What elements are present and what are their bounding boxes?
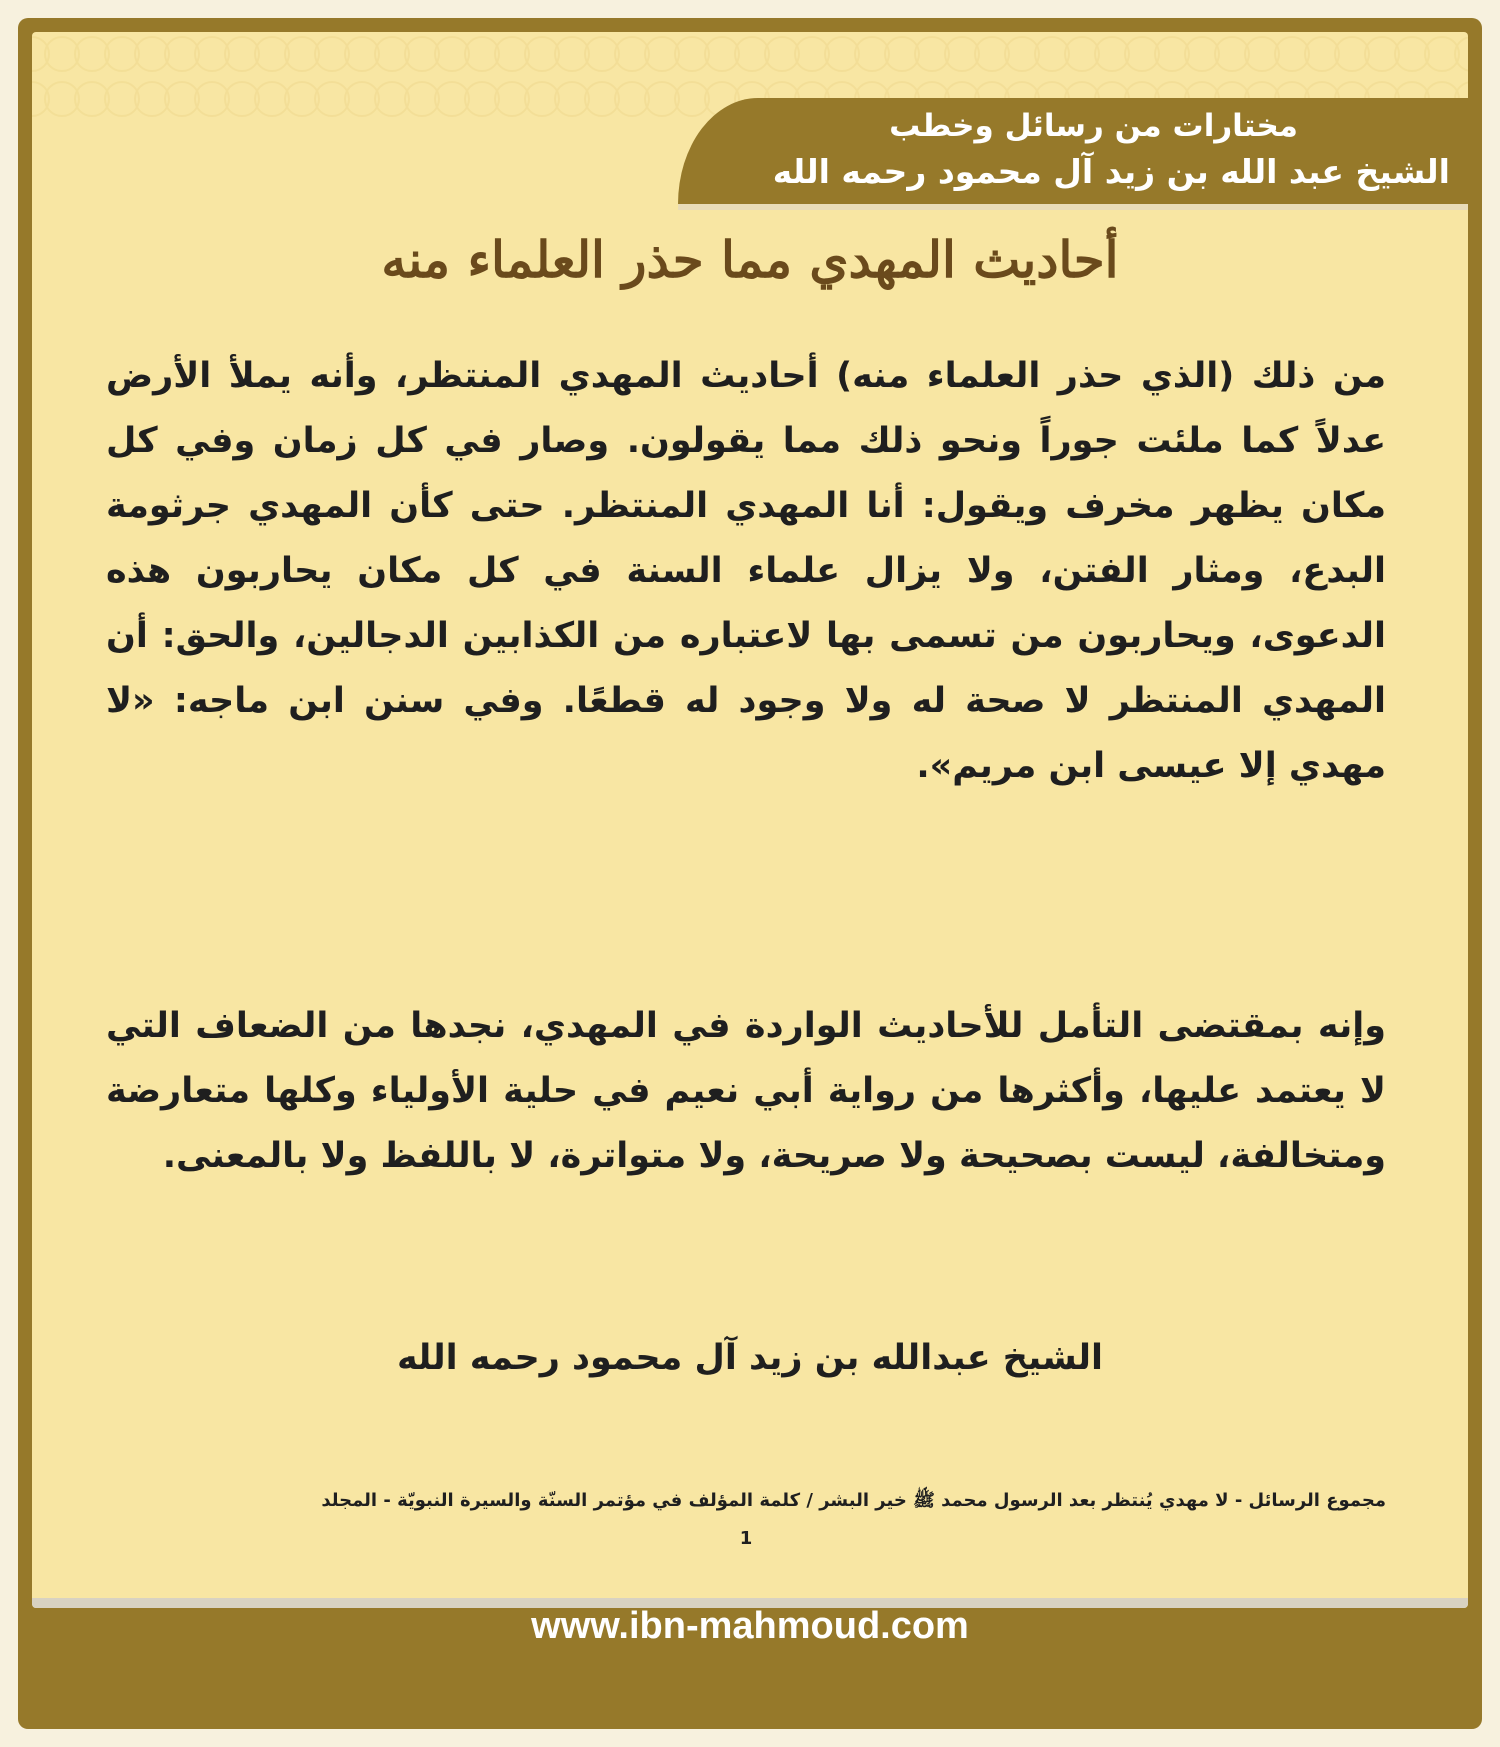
source-volume-number: 1 bbox=[739, 1528, 753, 1549]
source-citation bbox=[106, 1482, 1386, 1558]
article-paragraph-1: من ذلك (الذي حذر العلماء منه) أحاديث المهدي المنتظر، وأنه يملأ الأرض عدلاً كما ملئت جوراً ونحو ذلك مما يقولون. وصار في كل زمان وفي كل مكان يظهر مخرف ويقول: أنا المهدي المنتظر. حتى كأن المهدي جرثومة البدع، ومثار الفتن، ولا يزال علماء السنة في كل مكان يحاربون هذه الدعوى، ويحاربون من تسمى بها لاعتباره من الكذابين الدجالين، والحق: أن المهدي المنتظر لا صحة له ولا وجود له قطعًا. وفي سنن ابن ماجه: «لا مهدي إلا عيسى ابن مريم». bbox=[106, 356, 1386, 786]
content-panel bbox=[32, 32, 1468, 1608]
header-banner bbox=[678, 98, 1468, 204]
page-frame bbox=[18, 18, 1482, 1729]
article-title: أحاديث المهدي مما حذر العلماء منه bbox=[381, 230, 1119, 289]
source-citation-text: مجموع الرسائل - لا مهدي يُنتظر بعد الرسول محمد ﷺ خير البشر / كلمة المؤلف في مؤتمر السنّة والسيرة النبويّة - المجلد bbox=[321, 1490, 1386, 1511]
series-title: مختارات من رسائل وخطب bbox=[889, 108, 1298, 144]
website-url[interactable]: www.ibn-mahmoud.com bbox=[531, 1605, 969, 1647]
author-signature: الشيخ عبدالله بن زيد آل محمود رحمه الله bbox=[396, 1338, 1104, 1378]
article-paragraph-2: وإنه بمقتضى التأمل للأحاديث الواردة في المهدي، نجدها من الضعاف التي لا يعتمد عليها، وأكثرها من رواية أبي نعيم في حلية الأولياء وكلها متعارضة ومتخالفة، ليست بصحيحة ولا صريحة، ولا متواترة، لا باللفظ ولا بالمعنى. bbox=[106, 1006, 1386, 1176]
author-name-header: الشيخ عبد الله بن زيد آل محمود رحمه الله bbox=[772, 152, 1450, 191]
